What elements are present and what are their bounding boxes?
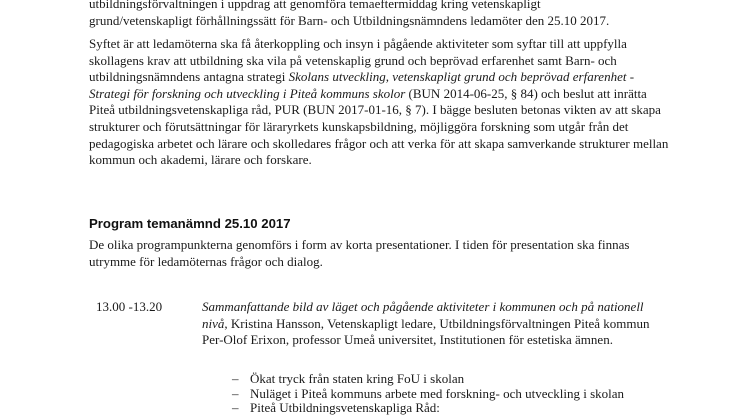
- program-intro: De olika programpunkterna genomförs i form av korta presentationer. I tiden för presentation ska finnas utrymme för ledamöternas frågor och dialog.: [89, 237, 630, 269]
- dash-marker: –: [232, 385, 239, 401]
- agenda-time: 13.00 -13.20: [96, 299, 163, 314]
- agenda-bullet-list: [232, 372, 624, 416]
- intro-paragraph: [89, 0, 669, 29]
- purpose-paragraph: [89, 36, 669, 169]
- list-item: – Nuläget i Piteå kommuns arbete med forskning- och utveckling i skolan: [232, 385, 625, 401]
- program-heading: Program temanämnd 25.10 2017: [89, 216, 291, 231]
- strategy-title: Skolans utveckling, vetenskapligt grund och beprövad erfarenhet - Strategi för forskning och utveckling i Piteå kommuns skolor: [89, 69, 635, 101]
- agenda-description: [202, 299, 652, 349]
- purpose-text-1: Syftet är att ledamöterna ska få återkoppling och insyn i pågående aktiviteter som syftar till att uppfylla skollagens krav att utbildning ska vila på vetenskaplig grund och beprövad erfarenhet samt Barn- och utbildningsnämndens antagna strategi: [89, 36, 627, 85]
- agenda-presenters: , Kristina Hansson, Vetenskapligt ledare, Utbildningsförvaltningen Piteå kommun Per-Olof Erixon, professor Umeå universitet, Institutionen för estetiska ämnen.: [202, 315, 650, 348]
- dash-marker: –: [232, 371, 239, 386]
- dash-marker: –: [232, 400, 239, 416]
- intro-line-1: utbildningsförvaltningen i uppdrag att genomföra temaeftermiddag kring vetenskapligt: [89, 0, 541, 11]
- list-item: – Ökat tryck från staten kring FoU i skolan: [232, 371, 465, 386]
- intro-line-2: grund/vetenskapligt förhållningssätt för Barn- och Utbildningsnämndens ledamöter den 25.10 2017.: [89, 12, 610, 28]
- list-item: – Piteå Utbildningsvetenskapliga Råd:: [232, 400, 440, 416]
- purpose-text-2: (BUN 2014-06-25, § 84) och beslut att inrätta Piteå utbildningsvetenskapliga råd, PUR (BUN 2017-01-16, § 7). I bägge besluten betonas vikten av att skapa strukturer och förutsättningar för läraryrkets kunskapsbildning, möjliggöra forskning som utgår från det pedagogiska arbetet och lärare och skolledares frågor och att verka för att skapa samverkande strukturer mellan kommun och akademi, lärare och forskare.: [89, 85, 669, 168]
- agenda-title: Sammanfattande bild av läget och pågående aktiviteter i kommunen och på nationell nivå: [202, 299, 644, 331]
